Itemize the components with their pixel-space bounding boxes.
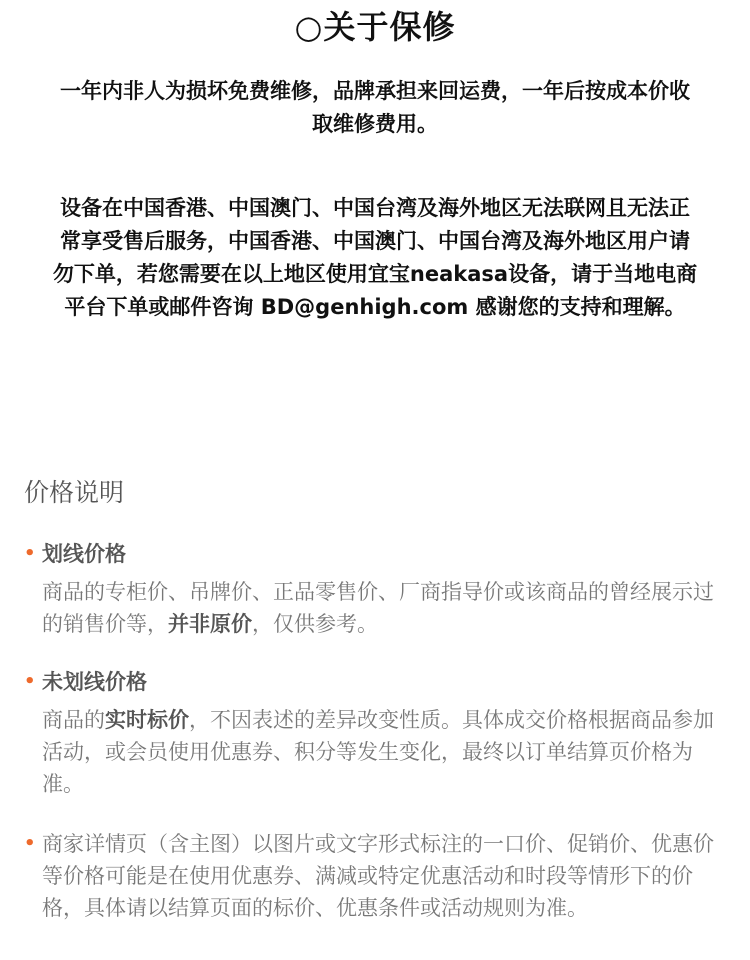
price-item-heading: 划线价格 bbox=[42, 542, 126, 566]
bullet-dot-icon: • bbox=[24, 671, 36, 692]
price-info-title: 价格说明 bbox=[24, 478, 125, 507]
body-bold-text: 实时标价 bbox=[105, 708, 189, 732]
body-text: 商品的 bbox=[42, 708, 105, 732]
body-text: 商品的专柜价、吊牌价、正品零售价、厂商指导价或该商品的曾经展示过的销售价等， bbox=[42, 580, 714, 636]
warranty-title: ○关于保修 bbox=[294, 8, 456, 46]
body-text: ，不因表述的差异改变性质。具体成交价格根据商品参加活动，或会员使用优惠券、积分等发生变化，最终以订单结算页价格为准。 bbox=[42, 708, 714, 796]
warranty-policy-text: 一年内非人为损坏免费维修，品牌承担来回运费，一年后按成本价收取维修费用。 bbox=[60, 79, 690, 136]
region-notice-text: 设备在中国香港、中国澳门、中国台湾及海外地区无法联网且无法正常享受售后服务，中国香港、中国澳门、中国台湾及海外地区用户请勿下单，若您需要在以上地区使用宜宝neakasa设备，请于当地电商平台下单或邮件咨询 BD@genhigh.com 感谢您的支持和理解。 bbox=[52, 196, 698, 319]
price-item-body bbox=[42, 576, 718, 640]
price-item-heading: 未划线价格 bbox=[42, 670, 147, 694]
bullet-dot-icon: • bbox=[24, 543, 36, 564]
price-item-body: 商家详情页（含主图）以图片或文字形式标注的一口价、促销价、优惠价等价格可能是在使用优惠券、满减或特定优惠活动和时段等情形下的价格，具体请以结算页面的标价、优惠条件或活动规则为准。 bbox=[42, 832, 714, 920]
price-item-body bbox=[42, 704, 718, 800]
body-text: ，仅供参考。 bbox=[252, 612, 378, 636]
body-bold-text: 并非原价 bbox=[168, 612, 252, 636]
bullet-dot-icon: • bbox=[24, 833, 36, 854]
